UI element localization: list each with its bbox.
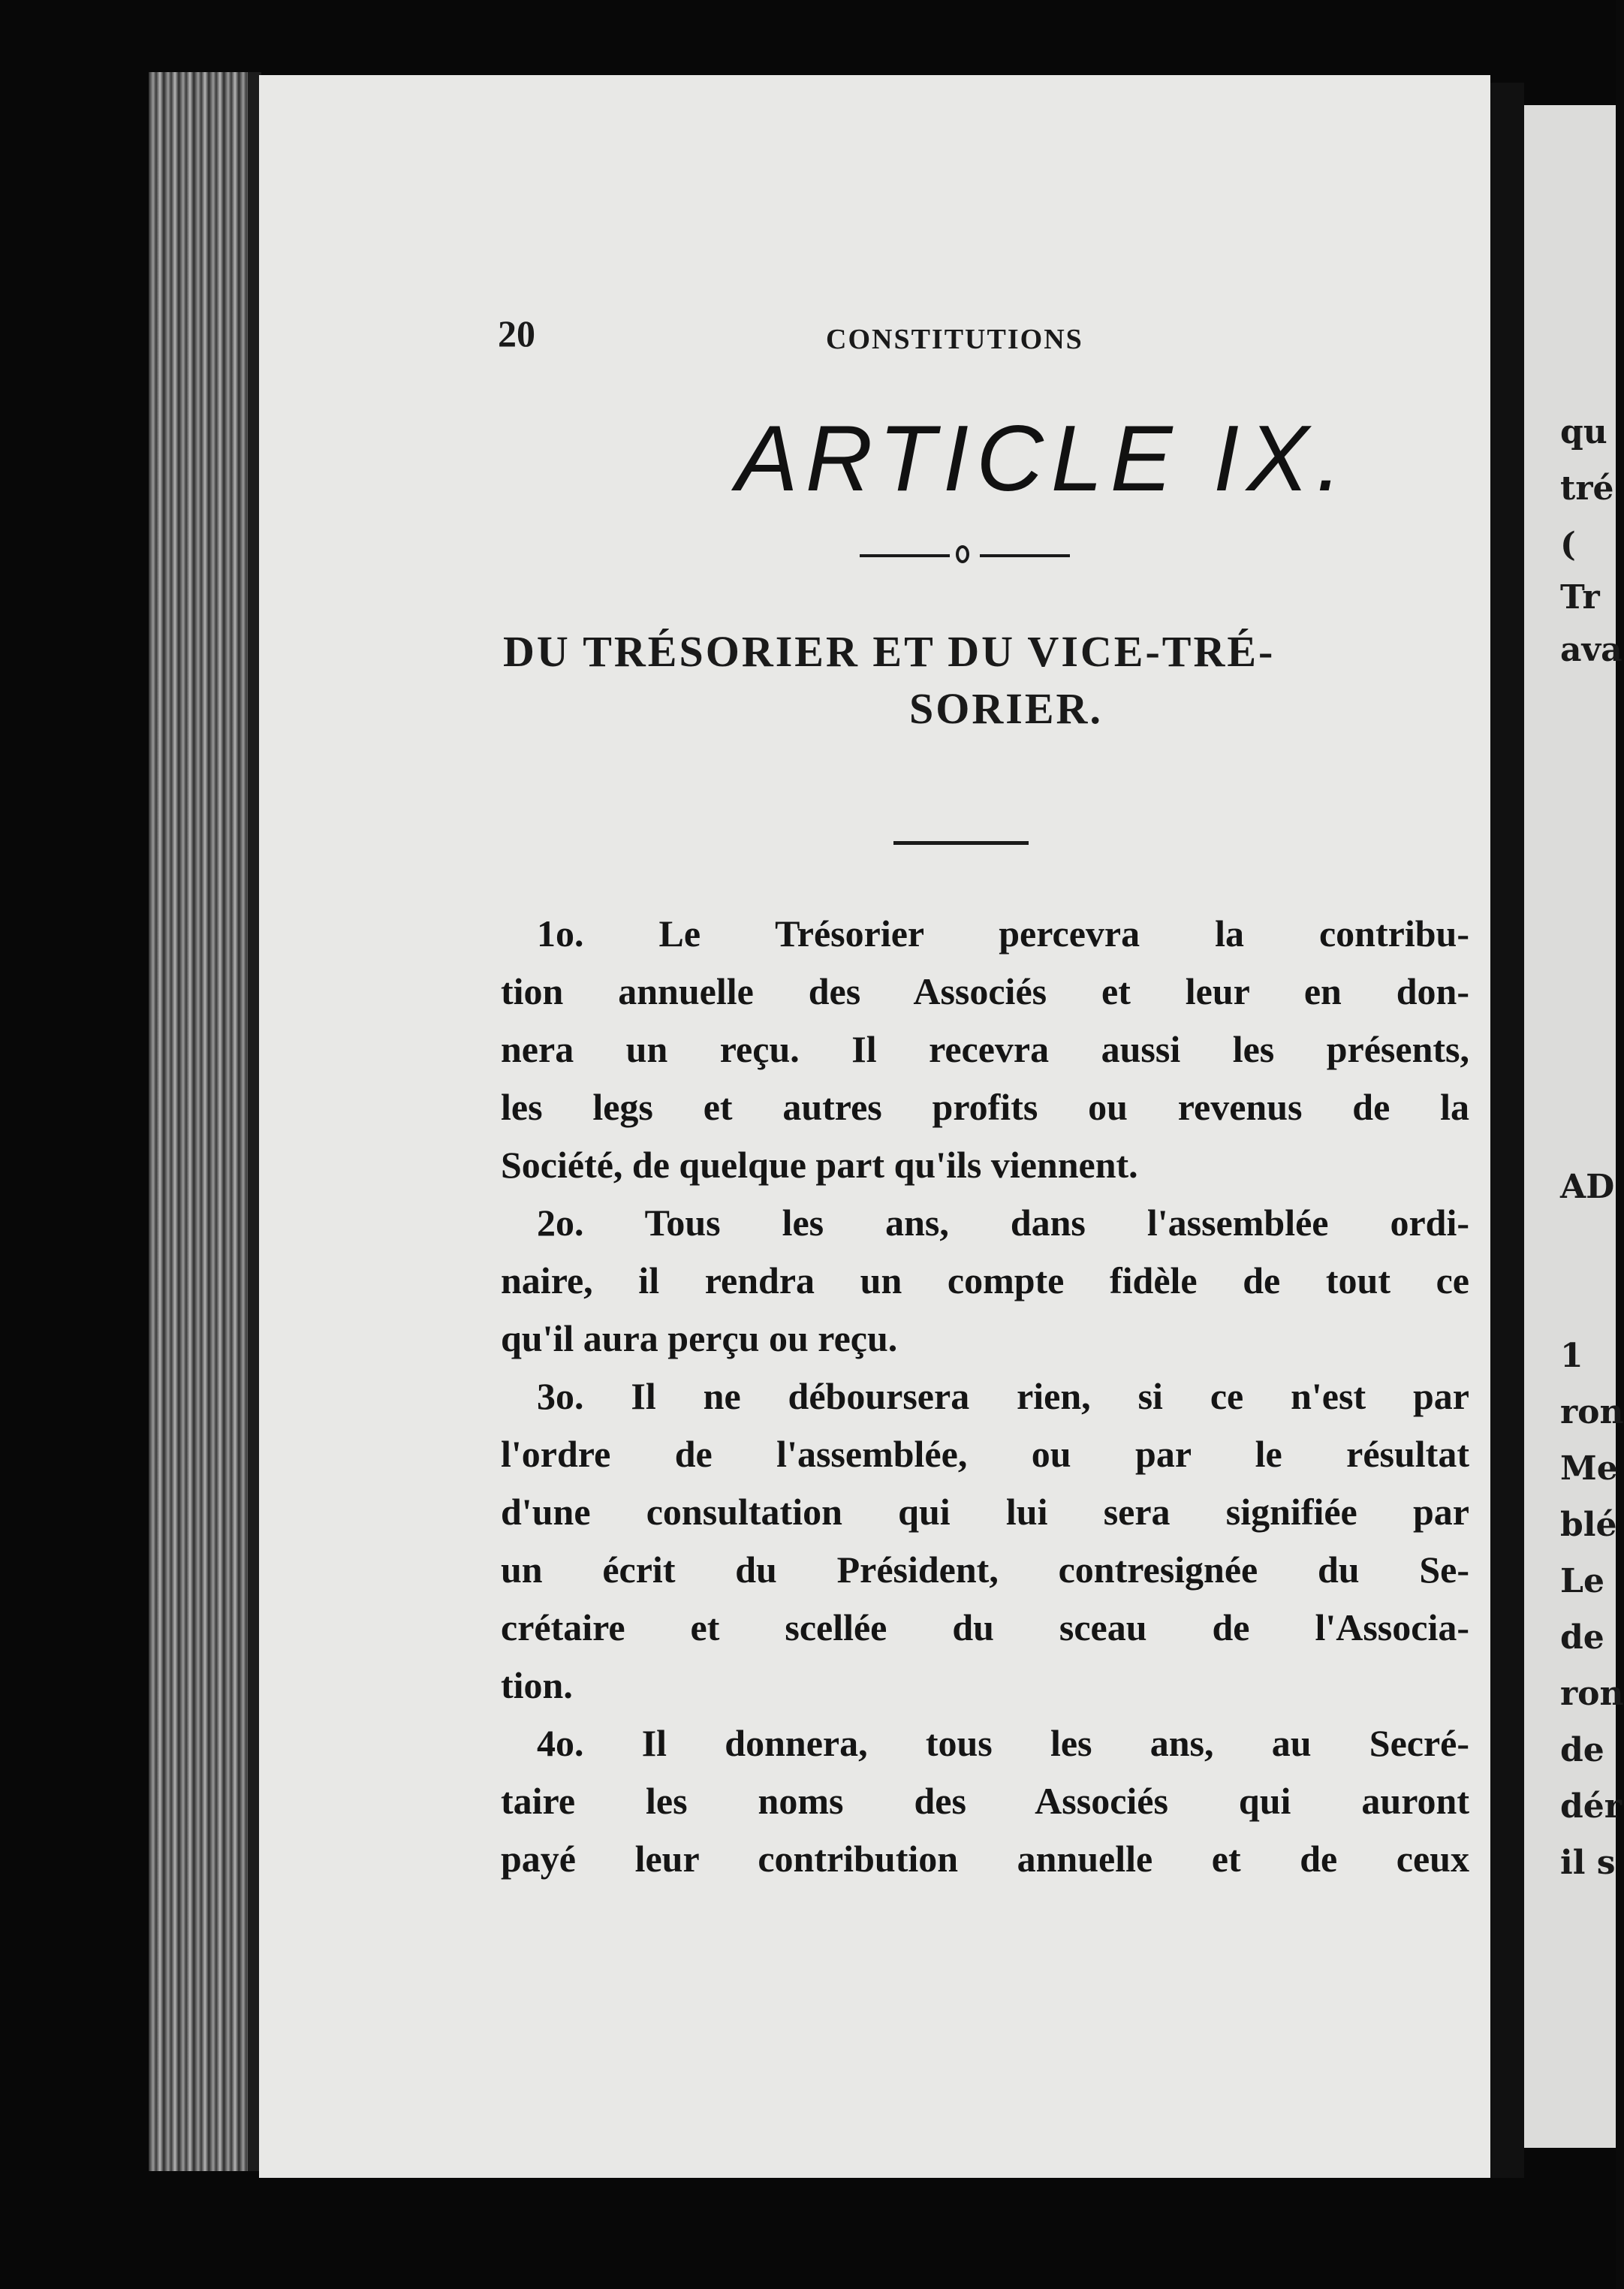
text-line: Société, de quelque part qu'ils viennent. — [501, 1144, 1138, 1186]
text-line: 2o. Tous les ans, dans l'assemblée ordi- — [537, 1202, 1469, 1244]
section-title — [503, 623, 1464, 737]
section-rule — [893, 841, 1029, 845]
text-line: un écrit du Président, contresignée du Se- — [501, 1549, 1469, 1591]
facing-fragment: de — [1560, 1618, 1604, 1657]
facing-fragment: Tr — [1560, 578, 1600, 617]
text-line: 1o. Le Trésorier percevra la contribu- — [537, 912, 1469, 955]
gutter — [1490, 83, 1524, 2178]
ornament-circle — [956, 545, 969, 563]
section-title-line: SORIER. — [909, 684, 1103, 733]
text-line: d'une consultation qui lui sera signifiée par — [501, 1491, 1469, 1533]
book-page — [259, 75, 1490, 2178]
text-line: 4o. Il donnera, tous les ans, au Secré- — [537, 1722, 1469, 1764]
text-line: tion annuelle des Associés et leur en don- — [501, 970, 1469, 1012]
facing-page — [1524, 105, 1624, 2148]
ornament-dash — [860, 554, 950, 557]
facing-fragment: il s — [1560, 1844, 1616, 1882]
facing-fragment: tré — [1560, 469, 1614, 508]
paragraph-3 — [501, 1368, 1469, 1714]
text-line: tion. — [501, 1664, 573, 1706]
article-body — [501, 905, 1469, 1888]
text-line: crétaire et scellée du sceau de l'Associa- — [501, 1606, 1469, 1648]
text-line: nera un reçu. Il recevra aussi les présents, — [501, 1028, 1469, 1070]
facing-fragment: de — [1560, 1731, 1604, 1769]
facing-fragment: dér — [1560, 1787, 1622, 1826]
text-line: taire les noms des Associés qui auront — [501, 1780, 1469, 1822]
facing-fragment: ava — [1560, 631, 1622, 669]
facing-fragment: blé — [1560, 1506, 1617, 1544]
text-line: payé leur contribution annuelle et de ceux — [501, 1838, 1469, 1880]
running-title: CONSTITUTIONS — [826, 324, 1083, 355]
ornament-dash — [980, 554, 1070, 557]
facing-fragment: ron — [1560, 1675, 1624, 1713]
page-number: 20 — [498, 312, 535, 354]
text-line: les legs et autres profits ou revenus de la — [501, 1086, 1469, 1128]
text-line: qu'il aura perçu ou reçu. — [501, 1317, 898, 1359]
text-line: 3o. Il ne déboursera rien, si ce n'est par — [537, 1375, 1469, 1417]
text-line: naire, il rendra un compte fidèle de tout ce — [501, 1259, 1469, 1301]
facing-fragment: Me — [1560, 1449, 1618, 1488]
book-page-edges — [149, 72, 261, 2171]
paragraph-2 — [501, 1194, 1469, 1368]
paragraph-1 — [501, 905, 1469, 1194]
facing-fragment: AD — [1560, 1168, 1615, 1206]
ornament-divider — [860, 541, 1085, 571]
text-line: l'ordre de l'assemblée, ou par le résultat — [501, 1433, 1469, 1475]
facing-fragment: ron — [1560, 1393, 1624, 1431]
facing-fragment: qu — [1560, 413, 1607, 451]
facing-fragment: 1 — [1560, 1337, 1583, 1375]
paragraph-4 — [501, 1714, 1469, 1888]
facing-fragment: ( — [1560, 526, 1576, 564]
section-title-line: DU TRÉSORIER ET DU VICE-TRÉ- — [503, 627, 1276, 676]
article-heading: ARTICLE IX. — [736, 407, 1350, 511]
facing-fragment: Le — [1560, 1562, 1604, 1600]
